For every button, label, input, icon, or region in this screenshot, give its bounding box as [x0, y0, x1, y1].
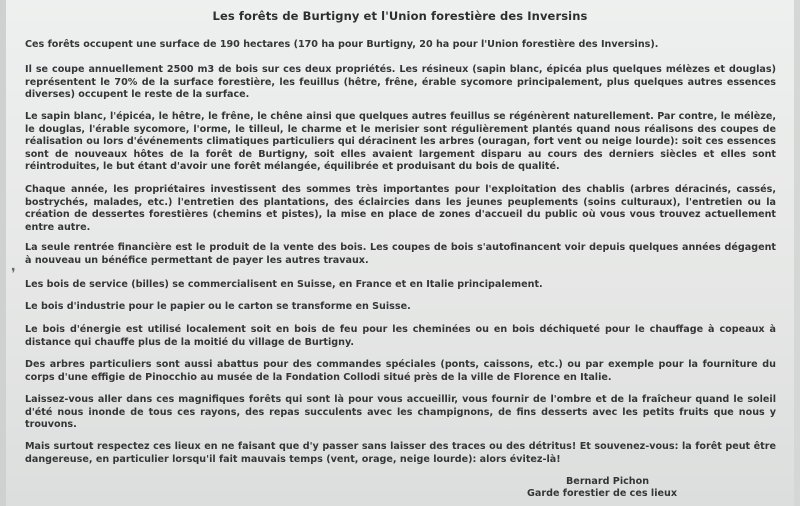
paragraph-harvest: Il se coupe annuellement 2500 m3 de bois sur ces deux propriétés. Les résineux (sapin blanc, épicéa plus quelques mélèzes et douglas) représentent le 70% de la surface forestière, les feuillus (hêtre, frêne, érable sycomore principalement, plus quelques autres essences diverses) occupent le reste de la surface. [25, 64, 776, 101]
paragraph-investment: Chaque année, les propriétaires investissent des sommes très importantes pour l'exploitation des chablis (arbres déracinés, cassés, bostrychés, malades, etc.) l'entretien des plantations, des éclaircies dans les jeunes peuplements (soins culturaux), l'entretien ou la création de dessertes forestières (chemins et pistes), la mise en place de zones d'accueil du public où vous vous trouvez actuellement entre autre. [25, 184, 776, 233]
pencil-mark-icon: ❜ [11, 266, 16, 282]
paragraph-service-wood: Les bois de service (billes) se commercialisent en Suisse, en France et en Italie principalement. [25, 279, 543, 290]
paragraph-special-trees: Des arbres particuliers sont aussi abattus pour des commandes spéciales (ponts, caissons, etc.) ou par exemple pour la fourniture du corps d'une effigie de Pinocchio au musée de la Fondation Collodi situé près de la ville de Florence en Italie. [25, 359, 776, 383]
signature-name: Bernard Pichon [566, 476, 650, 487]
paragraph-industry-wood: Le bois d'industrie pour le papier ou le carton se transforme en Suisse. [25, 301, 411, 312]
notice-title: Les forêts de Burtigny et l'Union forestière des Inversins [212, 9, 588, 23]
signature-role: Garde forestier de ces lieux [527, 488, 678, 499]
paragraph-surface: Ces forêts occupent une surface de 190 hectares (170 ha pour Burtigny, 20 ha pour l'Union forestière des Inversins). [25, 39, 659, 50]
paragraph-enjoy: Laissez-vous aller dans ces magnifiques forêts qui sont là pour vous accueillir, vous fournir de l'ombre et de la fraîcheur quand le soleil d'été nous inonde de tous ces rayons, des repas succulents avec les champignons, de fins desserts avec les petits fruits que nous y trouvons. [25, 394, 776, 431]
paragraph-respect: Mais surtout respectez ces lieux en ne faisant que d'y passer sans laisser des traces ou des détritus! Et souvenez-vous: la forêt peut être dangereuse, en particulier lorsqu'il fait mauvais temps (vent, orage, neige lourde): alors évitez-là! [25, 441, 776, 465]
paragraph-revenue: La seule rentrée financière est le produit de la vente des bois. Les coupes de bois s'autofinancent voir depuis quelques années dégagent à nouveau un bénéfice permettant de payer les autres travaux. [25, 242, 776, 266]
paragraph-regeneration: Le sapin blanc, l'épicéa, le hêtre, le frêne, le chêne ainsi que quelques autres feuillus se régénèrent naturellement. Par contre, le mélèze, le douglas, l'érable sycomore, l'orme, le tilleul, le charme et le merisier sont régulièrement plantés quand nous réalisons des coupes de réalisation ou lors d'événements climatiques particuliers qui déracinent les arbres (ouragan, fort vent ou neige lourde): soit ces essences sont de nouveaux hôtes de la forêt de Burtigny, soit elles avaient largement disparu au cours des derniers siècles et elles sont réintroduites, le but étant d'avoir une forêt mélangée, équilibrée et produisant du bois de qualité. [25, 111, 776, 173]
paragraph-energy-wood: Le bois d'énergie est utilisé localement soit en bois de feu pour les cheminées ou en bois déchiqueté pour le chauffage à copeaux à distance qui chauffe plus de la moitié du village de Burtigny. [25, 324, 776, 348]
